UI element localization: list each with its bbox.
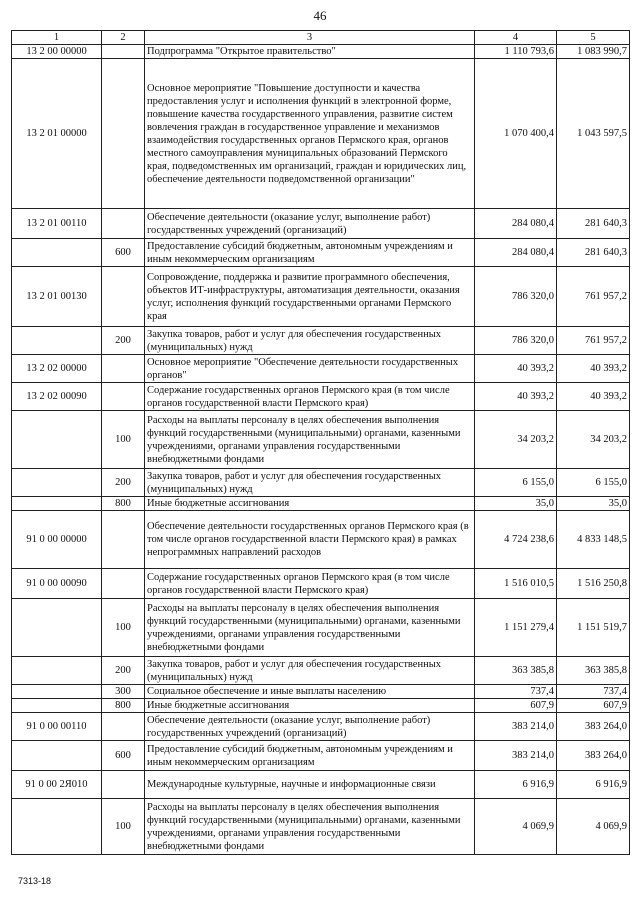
table-row [12, 685, 630, 699]
header-col-4: 4 [475, 31, 557, 45]
row-code: 13 2 00 00000 [12, 45, 102, 59]
row-value-2: 761 957,2 [557, 327, 630, 355]
row-code [12, 685, 102, 699]
row-value-1: 737,4 [475, 685, 557, 699]
row-value-2: 34 203,2 [557, 411, 630, 469]
row-expense-type [102, 383, 145, 411]
row-code [12, 699, 102, 713]
row-value-1: 1 151 279,4 [475, 599, 557, 657]
row-value-1: 4 724 238,6 [475, 511, 557, 569]
row-expense-type: 100 [102, 799, 145, 855]
header-col-3: 3 [145, 31, 475, 45]
table-row [12, 497, 630, 511]
row-value-1: 383 214,0 [475, 741, 557, 771]
row-name: Международные культурные, научные и информационные связи [145, 771, 475, 799]
row-value-1: 786 320,0 [475, 327, 557, 355]
row-value-2: 737,4 [557, 685, 630, 699]
row-expense-type: 300 [102, 685, 145, 699]
row-code: 13 2 02 00000 [12, 355, 102, 383]
row-expense-type: 800 [102, 497, 145, 511]
row-code [12, 799, 102, 855]
row-name: Иные бюджетные ассигнования [145, 699, 475, 713]
header-col-2: 2 [102, 31, 145, 45]
row-value-2: 281 640,3 [557, 239, 630, 267]
row-name: Расходы на выплаты персоналу в целях обеспечения выполнения функций государственными (муниципальными) органами, казенными учреждениями, органами управления государственными внебюджетными фондами [145, 799, 475, 855]
header-col-5: 5 [557, 31, 630, 45]
table-row [12, 599, 630, 657]
row-value-1: 6 155,0 [475, 469, 557, 497]
row-expense-type: 100 [102, 411, 145, 469]
row-value-1: 284 080,4 [475, 239, 557, 267]
table-row [12, 713, 630, 741]
row-name: Подпрограмма "Открытое правительство" [145, 45, 475, 59]
row-value-1: 1 110 793,6 [475, 45, 557, 59]
row-code: 91 0 00 2Я010 [12, 771, 102, 799]
table-row [12, 569, 630, 599]
header-col-1: 1 [12, 31, 102, 45]
page-number: 46 [313, 8, 327, 23]
row-value-2: 1 043 597,5 [557, 59, 630, 209]
row-name: Закупка товаров, работ и услуг для обеспечения государственных (муниципальных) нужд [145, 469, 475, 497]
row-value-1: 40 393,2 [475, 383, 557, 411]
row-code: 13 2 02 00090 [12, 383, 102, 411]
row-expense-type: 200 [102, 657, 145, 685]
row-name: Основное мероприятие "Обеспечение деятельности государственных органов" [145, 355, 475, 383]
row-expense-type [102, 511, 145, 569]
row-value-2: 4 069,9 [557, 799, 630, 855]
row-value-2: 363 385,8 [557, 657, 630, 685]
row-code: 91 0 00 00090 [12, 569, 102, 599]
table-row [12, 267, 630, 327]
row-value-2: 35,0 [557, 497, 630, 511]
table-row [12, 209, 630, 239]
row-value-2: 607,9 [557, 699, 630, 713]
row-value-1: 4 069,9 [475, 799, 557, 855]
row-value-1: 1 070 400,4 [475, 59, 557, 209]
row-expense-type: 200 [102, 469, 145, 497]
row-name: Обеспечение деятельности государственных органов Пермского края (в том числе органов государственной власти Пермского края) в рамках непрограммных направлений расходов [145, 511, 475, 569]
row-code: 91 0 00 00000 [12, 511, 102, 569]
row-value-2: 761 957,2 [557, 267, 630, 327]
row-code [12, 497, 102, 511]
row-value-1: 786 320,0 [475, 267, 557, 327]
budget-table [11, 30, 630, 855]
row-name: Иные бюджетные ассигнования [145, 497, 475, 511]
row-value-2: 1 516 250,8 [557, 569, 630, 599]
row-name: Закупка товаров, работ и услуг для обеспечения государственных (муниципальных) нужд [145, 657, 475, 685]
row-value-2: 4 833 148,5 [557, 511, 630, 569]
table-row [12, 59, 630, 209]
row-expense-type: 600 [102, 741, 145, 771]
row-name: Предоставление субсидий бюджетным, автономным учреждениям и иным некоммерческим организациям [145, 741, 475, 771]
row-name: Закупка товаров, работ и услуг для обеспечения государственных (муниципальных) нужд [145, 327, 475, 355]
row-expense-type [102, 771, 145, 799]
table-row [12, 383, 630, 411]
row-value-2: 1 151 519,7 [557, 599, 630, 657]
table-header-row [12, 31, 630, 45]
row-code: 13 2 01 00110 [12, 209, 102, 239]
row-name: Предоставление субсидий бюджетным, автономным учреждениям и иным некоммерческим организациям [145, 239, 475, 267]
row-name: Сопровождение, поддержка и развитие программного обеспечения, объектов ИТ-инфраструктуры, автоматизация деятельности, оказания услуг, исполнения функций государственными органами Пермского края [145, 267, 475, 327]
row-code: 91 0 00 00110 [12, 713, 102, 741]
row-value-2: 383 264,0 [557, 741, 630, 771]
row-value-1: 35,0 [475, 497, 557, 511]
row-value-1: 284 080,4 [475, 209, 557, 239]
row-code [12, 239, 102, 267]
row-value-1: 383 214,0 [475, 713, 557, 741]
table-row [12, 771, 630, 799]
table-row [12, 239, 630, 267]
row-expense-type [102, 713, 145, 741]
row-code [12, 469, 102, 497]
row-value-1: 6 916,9 [475, 771, 557, 799]
row-value-2: 281 640,3 [557, 209, 630, 239]
row-name: Обеспечение деятельности (оказание услуг, выполнение работ) государственных учреждений (организаций) [145, 209, 475, 239]
row-value-1: 40 393,2 [475, 355, 557, 383]
table-row [12, 469, 630, 497]
row-expense-type [102, 45, 145, 59]
row-code [12, 411, 102, 469]
row-name: Расходы на выплаты персоналу в целях обеспечения выполнения функций государственными (муниципальными) органами, казенными учреждениями, органами управления государственными внебюджетными фондами [145, 599, 475, 657]
row-name: Обеспечение деятельности (оказание услуг, выполнение работ) государственных учреждений (организаций) [145, 713, 475, 741]
row-expense-type [102, 59, 145, 209]
row-name: Содержание государственных органов Пермского края (в том числе органов государственной власти Пермского края) [145, 569, 475, 599]
row-code [12, 741, 102, 771]
row-expense-type [102, 209, 145, 239]
row-expense-type: 800 [102, 699, 145, 713]
row-name: Основное мероприятие "Повышение доступности и качества предоставления услуг и исполнения функций в электронной форме, повышение качества государственного управления, развитие систем вовлечения граждан в государственное управление и механизмов взаимодействия государственных органов Пермского края, органов местного самоуправления муниципальных образований Пермского края, подведомственных им организаций, граждан и юридических лиц, обеспечение деятельности подведомственной организации" [145, 59, 475, 209]
row-value-2: 6 155,0 [557, 469, 630, 497]
table-row [12, 511, 630, 569]
row-value-1: 363 385,8 [475, 657, 557, 685]
row-value-1: 1 516 010,5 [475, 569, 557, 599]
row-name: Содержание государственных органов Пермского края (в том числе органов государственной власти Пермского края) [145, 383, 475, 411]
row-value-2: 1 083 990,7 [557, 45, 630, 59]
table-row [12, 699, 630, 713]
table-row [12, 411, 630, 469]
row-expense-type: 100 [102, 599, 145, 657]
table-row [12, 45, 630, 59]
row-value-2: 40 393,2 [557, 355, 630, 383]
row-value-2: 40 393,2 [557, 383, 630, 411]
table-row [12, 741, 630, 771]
row-expense-type [102, 355, 145, 383]
row-code [12, 327, 102, 355]
row-code: 13 2 01 00130 [12, 267, 102, 327]
row-expense-type [102, 267, 145, 327]
row-code: 13 2 01 00000 [12, 59, 102, 209]
row-code [12, 599, 102, 657]
row-value-1: 34 203,2 [475, 411, 557, 469]
row-value-1: 607,9 [475, 699, 557, 713]
row-name: Социальное обеспечение и иные выплаты населению [145, 685, 475, 699]
row-expense-type: 600 [102, 239, 145, 267]
row-value-2: 383 264,0 [557, 713, 630, 741]
row-name: Расходы на выплаты персоналу в целях обеспечения выполнения функций государственными (муниципальными) органами, казенными учреждениями, органами управления государственными внебюджетными фондами [145, 411, 475, 469]
document-code: 7313-18 [18, 876, 52, 886]
table-row [12, 799, 630, 855]
row-code [12, 657, 102, 685]
row-expense-type [102, 569, 145, 599]
table-row [12, 355, 630, 383]
row-value-2: 6 916,9 [557, 771, 630, 799]
row-expense-type: 200 [102, 327, 145, 355]
table-row [12, 657, 630, 685]
table-row [12, 327, 630, 355]
